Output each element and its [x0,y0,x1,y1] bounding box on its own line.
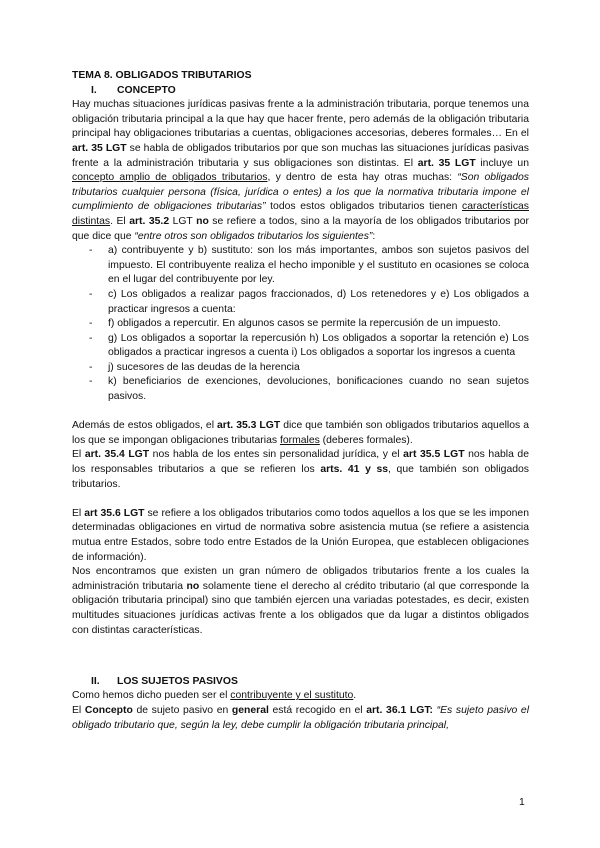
underlined-text: concepto amplio de obligados tributarios [72,172,268,184]
page-number: 1 [519,797,525,808]
section-heading-concepto [72,84,529,99]
section-title: CONCEPTO [117,84,176,96]
spacer [72,405,529,420]
paragraph-art-35-6 [72,507,529,565]
obligados-list [72,244,529,405]
law-reference: art. 35 LGT [72,142,127,154]
text-run: , y dentro de esta hay otras muchas: [267,172,458,184]
paragraph-potestades [72,565,529,638]
law-reference: art 35.6 LGT [84,507,145,519]
law-reference: art. 35.3 LGT [217,420,281,432]
law-reference: art 35.5 LGT [403,449,465,461]
bold-text: Concepto [84,704,133,716]
list-item: - f) obligados a repercutir. En algunos casos se permite la repercusión de un impuesto. [72,317,529,332]
list-item: - j) sucesores de las deudas de la herencia [72,361,529,376]
paragraph-concepto [72,98,529,244]
section-heading-sujetos-pasivos [72,675,529,690]
text-run: todos estos obligados tributarios tienen [265,201,463,213]
quoted-text: “entre otros son obligados tributarios los siguientes” [134,230,373,242]
text-run: Como hemos dicho pueden ser el [72,690,231,702]
text-run: : [372,230,376,242]
text-run: El [72,507,85,519]
underlined-text: contribuyente y el sustituto [230,690,354,702]
bold-text: no [186,580,200,592]
law-reference: art. 35 LGT [417,157,476,169]
text-run: , que también son obligados tributarios. [72,464,529,490]
list-item: - c) Los obligados a realizar pagos fraccionados, d) Los retenedores y e) Los obligados a practicar ingresos a cuenta: [72,288,529,317]
list-item: - g) Los obligados a soportar la repercusión h) Los obligados a soportar la retención e) Los obligados a practicar ingresos a cuenta i) Los obligados a soportar los ingresos a cuenta [72,332,529,361]
text-run: se refiere a los obligados tributarios como todos aquellos a los que se les imponen determinadas obligaciones en virtud de normativa sobre asistencia mutua (se refiere a asistencia mutua entre Estados, sobre todo entre Estados de la Unión Europea, que establecen obligaciones de información). [72,507,529,563]
text-run: El [72,449,85,461]
list-item: - a) contribuyente y b) sustituto: son los más importantes, ambos son sujetos pasivos del impuesto. El contribuyente realiza el hecho imponible y el sustituto en ocasiones se coloca en el lugar del contribuyente por ley. [72,244,529,288]
text-run: Hay muchas situaciones jurídicas pasivas frente a la administración tributaria, porque tenemos una obligación tributaria principal a la que hay que hacer frente, pero además de la obligación tributaria principal hay obligaciones tributarias a cuentas, obligaciones accesorias, deberes formales… En el [72,99,529,140]
text-run: (deberes formales). [319,434,413,446]
text-run: Además de estos obligados, el [72,420,218,432]
text-run: nos habla de los responsables tributarios a que se refieren los [72,449,529,476]
section-number: II. [91,675,100,687]
spacer [72,492,529,507]
text-run: incluye un [475,157,529,169]
underlined-text: características distintas [72,201,529,227]
underlined-text: formales [279,434,320,446]
text-run: de sujeto pasivo en [132,704,232,716]
spacer [72,660,529,675]
paragraph-concepto-sujeto-pasivo [72,704,529,733]
bold-text: general [231,704,269,716]
text-run: dice que también son obligados tributarios aquellos a los que se impongan obligaciones tributarias [72,420,529,446]
text-run: solamente tiene el derecho al crédito tributario (al que corresponde la obligación tributaria principal) sino que también ejercen una variadas potestades, es decir, existen multitudes situaciones jurídicas activas frente a los obligados que da lugar a distintos obligados con distintas características. [72,580,529,636]
text-run: . [353,690,357,702]
text-run: nos habla de los entes sin personalidad jurídica, y el [149,449,404,461]
text-run: está recogido en el [268,704,367,716]
quoted-definition: “Es sujeto pasivo el obligado tributario que, según la ley, debe cumplir la obligación tributaria principal, [72,704,530,731]
quoted-definition: “Son obligados tributarios cualquier persona (física, jurídica o entes) a los que la normativa tributaria impone el cumplimiento de obligaciones tributarias” [72,172,529,213]
section-number: I. [91,84,97,96]
section-title: LOS SUJETOS PASIVOS [117,675,238,687]
text-run: Nos encontramos que existen un gran número de obligados tributarios frente a los cuales la administración tributaria [72,566,529,592]
list-item: - k) beneficiarios de exenciones, devoluciones, bonificaciones cuando no sean sujetos pasivos. [72,375,529,404]
bold-text: no [196,215,209,227]
document-page [72,69,529,733]
text-run: . El [110,215,130,227]
paragraph-art-35-3 [72,419,529,448]
document-title: TEMA 8. OBLIGADOS TRIBUTARIOS [72,70,252,81]
law-reference: art. 35.2 [129,215,170,227]
text-run: se refiere a todos, sino a la mayoría de los obligados tributarios por que dice que [72,215,530,242]
law-reference: arts. 41 y ss [320,464,389,476]
text-run: El [72,704,85,716]
paragraph-sujetos-intro [72,689,529,704]
law-reference: art. 35.4 LGT [84,449,150,461]
text-run: LGT [169,215,197,227]
text-run: se habla de obligados tributarios por que son muchas las situaciones jurídicas pasivas frente a la administración tributaria y sus obligaciones son distintas. El [72,142,529,169]
spacer [72,638,529,660]
paragraph-art-35-4 [72,448,529,492]
law-reference: art. 36.1 LGT: [366,704,433,716]
